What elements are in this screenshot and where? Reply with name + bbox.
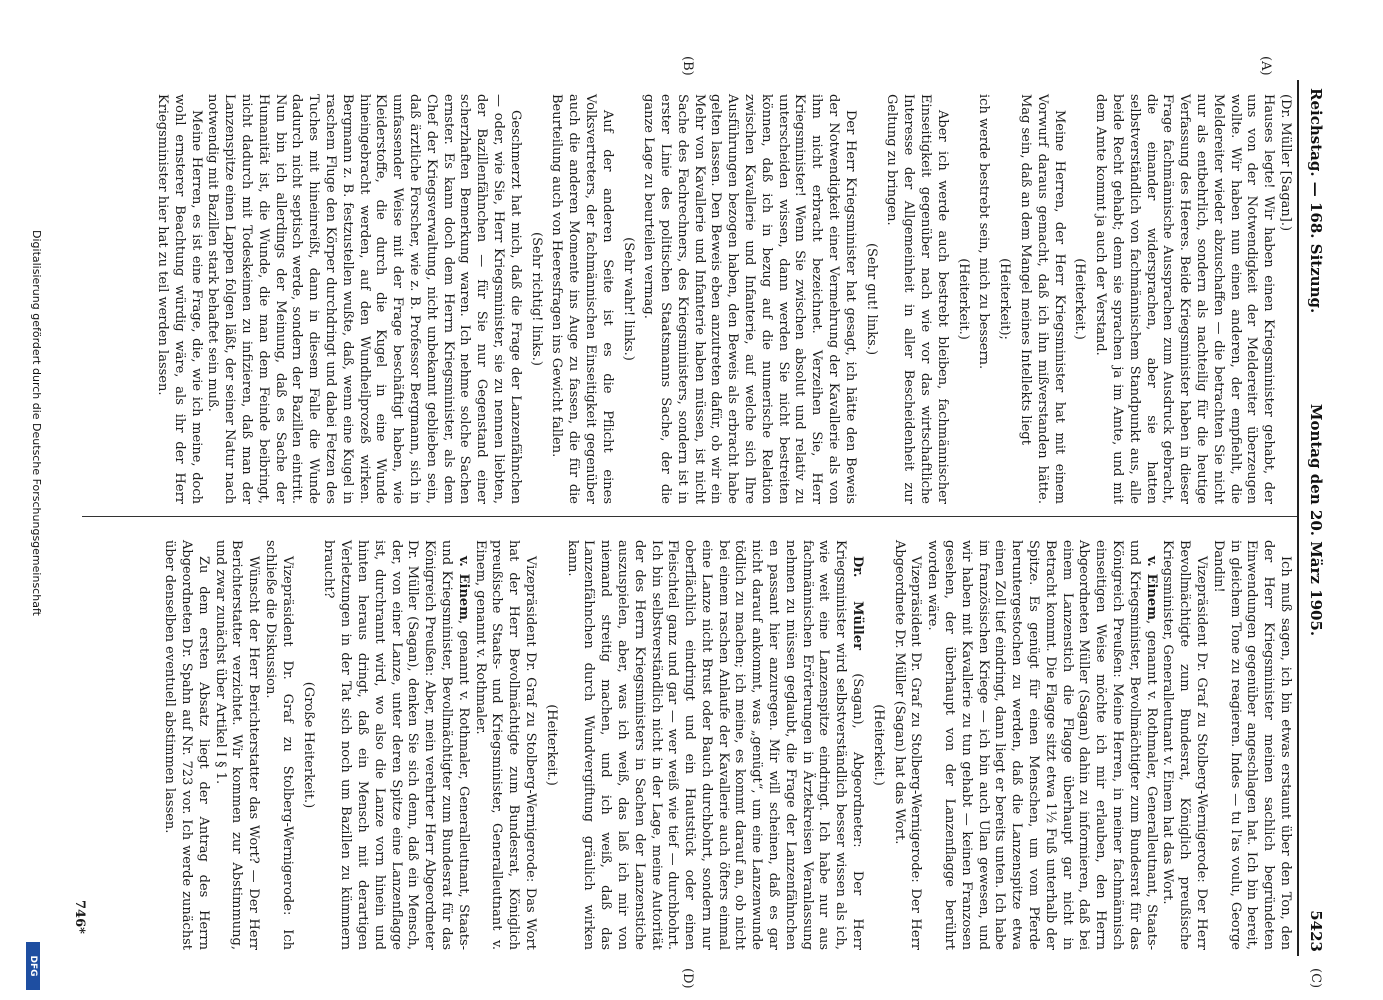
right-column xyxy=(160,540,1293,950)
paragraph-text: (Heiterkeit.) xyxy=(1072,258,1088,340)
paragraph xyxy=(527,94,544,504)
paragraph-text: (Sehr richtig! links.) xyxy=(528,232,544,366)
paragraph xyxy=(204,94,523,504)
header-rule xyxy=(1297,80,1299,956)
margin-mark-b: (B) xyxy=(680,56,695,76)
paragraph xyxy=(160,540,210,950)
paragraph-text: Auf der anderen Seite ist es die Pflicht eines Volksvertreters, der fachmännischen Einseitigkeit gegenüber auch die anderen Momente ins Auge zu fassen, die für die Beurteilung auch von Heeresfragen ins Gewicht fallen. xyxy=(549,94,615,504)
paragraph-text: (Heiterkeit.) xyxy=(870,704,886,786)
paragraph-text: Vizepräsident Dr. Graf zu Stolberg-Wernigerode: Ich schließe die Diskussion. xyxy=(262,540,295,950)
margin-mark-d: (D) xyxy=(680,968,695,989)
paragraph-text: Meine Herren, es ist eine Frage, die, wie ich meine, doch wohl ernsterer Beachtung würdig wäre, als ihr der Herr Kriegsminister hier hat zu teil werden lassen. xyxy=(155,94,204,504)
paragraph xyxy=(1016,94,1066,504)
page-number: 5423 xyxy=(1307,910,1325,952)
paragraph xyxy=(869,540,886,950)
margin-mark-a: (A) xyxy=(1258,56,1273,76)
paragraph-text: (Heiterkeit.) xyxy=(955,258,971,340)
paragraph-text: Aber ich werde auch bestrebt bleiben, fachmännischer Einseitigkeit gegenüber nach wie vor das wirtschaftliche Interesse der Allgemeinheit in aller Bescheidenheit zur Geltung zu bringen. xyxy=(884,94,950,504)
paragraph xyxy=(320,540,471,950)
paragraph-text: (Große Heiterkeit.) xyxy=(300,681,316,809)
paragraph xyxy=(975,94,992,504)
paragraph-text: , genannt v. Rothmaler, Generalleutnant, Staats- und Kriegsminister, Bevollmächtigter zum Bundesrat für das Königreich Preußen: Aber, mein verehrter Herr Abgeordneter Dr. Müller (Sagan), denken Sie sich denn, daß ein Mensch, der, von einer Lanze, unter deren Spitze eine Lanzenflagge ist, durchrannt wird, wo also die Lanze vorn hinein und hinten heraus dringt, daß ein Mensch mit derartigen Verletzungen in der Tat sich noch um Bazillen zu kümmern braucht? xyxy=(321,540,471,951)
paragraph-text: (Sagan), Abgeordneter: Der Herr Kriegsminister wird selbstverständlich besser wissen als ich, wie weit eine Lanzenspitze eindringt. Ich habe nur aus fachmännischen Erörterungen in Ärztekreisen Veranlassung nehmen zu müssen geglaubt, die Frage der Lanzenfähnchen en passant hier anzuregen. Mir will scheinen, daß es gar nicht darauf ankommt, was „genügt“, um eine Lanzenwunde tödlich zu machen; ich meine, es kommt darauf an, ob nicht bei einem raschen Anlaufe der Kavallerie auch öfters einmal eine Lanze nicht Brust oder Bauch durchbohrt, sondern nur oberflächlich eindringt und ein Hautstück oder einen Fleischteil ganz und gar — wer weiß wie tief — durchbohrt. Ich bin selbstverständlich nicht in der Lage, meine Autorität der des Herrn Kriegsministers in Sachen der Lanzenstiche auszuspielen, aber, was ich weiß, das laß ich mir von niemand streitig machen, und ich weiß, daß das Lanzenfähnchen durch Wundvergiftung gräulich wirken kann. xyxy=(564,540,866,950)
paragraph-text: Der Herr Kriegsminister hat gesagt, ich hätte den Beweis der Notwendigkeit einer Vermehrung der Kavallerie als von ihm nicht erbracht bezeichnet. Verzeihen Sie, Herr Kriegsminister! Wenn Sie zwischen absolut und relativ zu unterscheiden wissen, dann werden Sie nicht bestreiten können, daß ich in bezug auf die numerische Relation zwischen Kavallerie und Infanterie, auf welche sich Ihre Ausführungen bezogen haben, den Beweis als erbracht habe gelten lassen. Den Beweis eben anzutreten dafür, ob wir ein Mehr von Kavallerie und Infanterie haben müssen, ist nicht Sache des Fachrechners, des Kriegsministers, sondern ist in erster Linie des politischen Staatsmanns Sache, der die ganze Lage zu beurteilen vermag. xyxy=(641,94,858,504)
paragraph xyxy=(1159,540,1209,950)
dfg-logo: DFG xyxy=(26,942,40,990)
column-divider xyxy=(82,516,1297,517)
paragraph xyxy=(890,540,924,950)
header-date: Montag den 20. März 1905. xyxy=(1307,403,1325,637)
paragraph xyxy=(548,94,615,504)
paragraph xyxy=(1091,94,1276,504)
paragraph-text: Vizepräsident Dr. Graf zu Stolberg-Wernigerode: Der Herr Bevollmächtigte zum Bundesrat, Königlich preußische Kriegsminister, Generalleutnant v. Einem hat das Wort. xyxy=(1160,540,1210,950)
paragraph-text: Zu dem ersten Absatz liegt der Antrag des Herrn Abgeordneten Dr. Spahn auf Nr. 723 vor. Ich werde zunächst über denselben eventuell abstimmen lassen. xyxy=(162,540,211,950)
paragraph-text: Geschmerzt hat mich, daß die Frage der Lanzenfähnchen — oder, wie Sie, Herr Kriegsminister, sie zu nennen liebten, der Bazillenfähnchen — für Sie nur Gegenstand einer scherzhaften Bemerkung waren. Ich nehme solche Sachen ernster. Es kann doch dem Herrn Kriegsminister, als dem Chef der Kriegsverwaltung, nicht unbekannt geblieben sein, daß ärztliche Forscher, wie z. B. Professor Bergmann, sich in umfassender Weise mit der Frage beschäftigt haben, wie Kleiderstoffe, die durch die Kugel in eine Wunde hineingebracht werden, auf den Wundheilprozeß wirken. Bergmann z. B. festzustellen wußte, daß, wenn eine Kugel in raschem Fluge den Körper durchdringt und dabei Fetzen des Tuches mit hineinreißt, dann in diesem Falle die Wunde dadurch nicht septisch werde, sondern der Bazillen eintritt. Nun bin ich allerdings der Meinung, daß es Sache der Humanität ist, die Wunde, die man dem Feinde beibringt, nicht dadurch mit Todeskeimen zu infizieren, daß man der Lanzenspitze einen Lappen folgen läßt, der seiner Natur nach notwendig mit Bazillen stark behaftet sein muß. xyxy=(205,94,523,504)
speaker-name: v. Einem xyxy=(455,556,471,620)
paragraph-text: ich werde bestrebt sein, mich zu bessern. xyxy=(976,94,992,370)
paragraph-text: , genannt v. Rothmaler, Generalleutnant, Staats- und Kriegsminister, Bevollmächtigter zum Bundesrat für das Königreich Preußen: Meine Herren, in meiner fachmännisch einseitigen Weise möchte ich mir erlauben, den Herrn Abgeordneten Müller (Sagan) dahin zu informieren, daß bei einem Lanzenstich die Flagge überhaupt gar nicht in Betracht kommt. Die Flagge sitzt etwa 1½ Fuß unterhalb der Spitze. Es genügt für einen Menschen, um vom Pferde heruntergestochen zu werden, daß die Lanzenspitze etwa einen Zoll tief eindringt, dann liegt er bereits unten. Ich habe im französischen Kriege — ich bin auch Ulan gewesen, und wir haben mit Kavallerie zu tun gehabt — keinen Franzosen gesehen, der überhaupt von der Lanzenflagge berührt worden wäre. xyxy=(925,540,1159,951)
paragraph xyxy=(471,540,538,950)
digitization-credit: Digitalisierung gefördert durch die Deutsche Forschungsgemeinschaft xyxy=(30,230,43,616)
paragraph-text: (Dr. Müller [Sagan].) xyxy=(1278,94,1293,232)
paragraph xyxy=(299,540,316,950)
paragraph xyxy=(995,94,1012,504)
paragraph xyxy=(1276,94,1293,504)
paragraph xyxy=(1071,94,1088,504)
paragraph-text: Ich muß sagen, ich bin etwas erstaunt über den Ton, den der Herr Kriegsminister meinen sachlich begründeten Einwendungen gegenüber angeschlagen hat. Ich bin bereit, in gleichem Tone zu reagieren. Indes — tu l'as voulu, George Dandin! xyxy=(1210,540,1293,950)
paragraph-text: Vizepräsident Dr. Graf zu Stolberg-Wernigerode: Der Herr Abgeordnete Dr. Müller (Sagan) hat das Wort. xyxy=(891,540,924,950)
paragraph xyxy=(954,94,971,504)
sheet-signature: 746* xyxy=(72,900,87,934)
paragraph xyxy=(211,540,261,950)
header-session: Reichstag. — 168. Sitzung. xyxy=(1307,88,1325,314)
margin-mark-c: (C) xyxy=(1308,968,1323,989)
paragraph-text: Meine Herren, der Herr Kriegsminister hat mit einem Vorwurf daraus gemacht, daß ich ihn mißverstanden hätte. Mag sein, daß an dem Mangel meines Intellekts liegt xyxy=(1018,94,1067,504)
paragraph xyxy=(923,540,1158,950)
paragraph-text: (Heiterkeit); xyxy=(997,258,1013,340)
paragraph xyxy=(261,540,295,950)
paragraph-text: (Sehr wahr! links.) xyxy=(620,237,636,361)
paragraph xyxy=(563,540,865,950)
paragraph-text: Hauses legte! Wir haben einen Kriegsminister gehabt, der uns von der Notwendigkeit der Meldereiter überzeugen wollte. Wir haben nun einen anderen, der empfiehlt, die Meldereiter wieder abzuschaffen — die betrachten Sie nicht nur als entbehrlich, sondern als nachteilig für die heutige Verfassung des Heeres. Beide Kriegsminister haben in dieser Frage fachmännische Aussprachen zum Ausdruck gebracht, die einander widersprachen, aber sie hatten selbstverständlich von fachmännischem Standpunkt aus, alle beide Recht gehabt; denn sie sprachen ja im Amte, und mit dem Amte kommt ja auch der Verstand. xyxy=(1093,94,1277,504)
paragraph xyxy=(640,94,858,504)
paragraph-text: Vizepräsident Dr. Graf zu Stolberg-Wernigerode: Das Wort hat der Herr Bevollmächtigte zum Bundesrat, Königlich preußische Staats- und Kriegsminister, Generalleutnant v. Einem, genannt v. Rothmaler. xyxy=(472,540,538,950)
paragraph xyxy=(883,94,950,504)
page-header xyxy=(1299,88,1333,952)
paragraph xyxy=(1209,540,1293,950)
left-column xyxy=(153,94,1293,504)
paragraph xyxy=(153,94,203,504)
paragraph-text: Wünscht der Herr Berichterstatter das Wort? — Der Herr Berichterstatter verzichtet. Wir kommen zur Abstimmung, und zwar zunächst über Artikel I § 1. xyxy=(212,540,262,950)
paragraph-text: (Heiterkeit.) xyxy=(543,704,559,786)
paragraph xyxy=(542,540,559,950)
paragraph xyxy=(862,94,879,504)
speaker-name: v. Einem xyxy=(1143,556,1159,620)
paragraph xyxy=(619,94,636,504)
speaker-name: Dr. Müller xyxy=(850,556,866,650)
paragraph-text: (Sehr gut! links.) xyxy=(863,242,879,356)
